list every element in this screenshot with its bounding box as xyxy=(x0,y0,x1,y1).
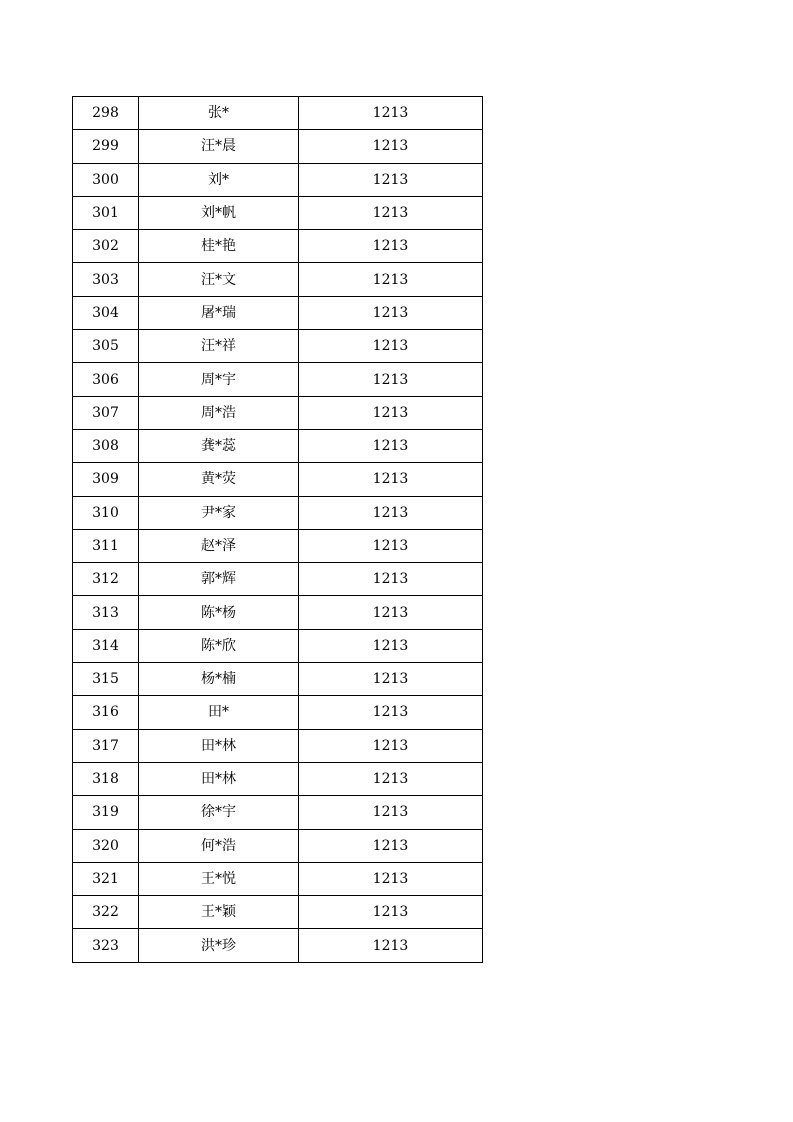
table-row xyxy=(73,529,483,562)
name-cell: 洪*珍 xyxy=(139,929,299,962)
name-cell: 陈*欣 xyxy=(139,629,299,662)
table-row xyxy=(73,196,483,229)
value-cell: 1213 xyxy=(299,463,483,496)
row-number-cell: 317 xyxy=(73,729,139,762)
name-cell: 郭*辉 xyxy=(139,563,299,596)
table-row xyxy=(73,496,483,529)
name-cell: 汪*晨 xyxy=(139,130,299,163)
name-cell: 张* xyxy=(139,97,299,130)
name-cell: 田*林 xyxy=(139,729,299,762)
table-row xyxy=(73,929,483,962)
value-cell: 1213 xyxy=(299,929,483,962)
value-cell: 1213 xyxy=(299,862,483,895)
table-row xyxy=(73,762,483,795)
value-cell: 1213 xyxy=(299,796,483,829)
value-cell: 1213 xyxy=(299,596,483,629)
table-row xyxy=(73,263,483,296)
name-cell: 龚*蕊 xyxy=(139,429,299,462)
name-cell: 王*悦 xyxy=(139,862,299,895)
row-number-cell: 303 xyxy=(73,263,139,296)
row-number-cell: 300 xyxy=(73,163,139,196)
row-number-cell: 309 xyxy=(73,463,139,496)
name-cell: 周*浩 xyxy=(139,396,299,429)
table-row xyxy=(73,230,483,263)
name-cell: 田* xyxy=(139,696,299,729)
row-number-cell: 318 xyxy=(73,762,139,795)
table-row xyxy=(73,796,483,829)
row-number-cell: 301 xyxy=(73,196,139,229)
table-row xyxy=(73,363,483,396)
table-row xyxy=(73,596,483,629)
name-cell: 汪*祥 xyxy=(139,330,299,363)
name-cell: 田*林 xyxy=(139,762,299,795)
value-cell: 1213 xyxy=(299,563,483,596)
value-cell: 1213 xyxy=(299,529,483,562)
value-cell: 1213 xyxy=(299,163,483,196)
name-cell: 屠*瑞 xyxy=(139,296,299,329)
value-cell: 1213 xyxy=(299,230,483,263)
row-number-cell: 305 xyxy=(73,330,139,363)
table-row xyxy=(73,163,483,196)
value-cell: 1213 xyxy=(299,729,483,762)
value-cell: 1213 xyxy=(299,396,483,429)
row-number-cell: 299 xyxy=(73,130,139,163)
row-number-cell: 315 xyxy=(73,663,139,696)
table-row xyxy=(73,696,483,729)
row-number-cell: 306 xyxy=(73,363,139,396)
table-row xyxy=(73,563,483,596)
row-number-cell: 323 xyxy=(73,929,139,962)
value-cell: 1213 xyxy=(299,97,483,130)
row-number-cell: 311 xyxy=(73,529,139,562)
value-cell: 1213 xyxy=(299,762,483,795)
value-cell: 1213 xyxy=(299,296,483,329)
value-cell: 1213 xyxy=(299,696,483,729)
name-cell: 杨*楠 xyxy=(139,663,299,696)
name-cell: 陈*杨 xyxy=(139,596,299,629)
name-cell: 黄*荧 xyxy=(139,463,299,496)
name-cell: 汪*文 xyxy=(139,263,299,296)
table-row xyxy=(73,296,483,329)
row-number-cell: 302 xyxy=(73,230,139,263)
value-cell: 1213 xyxy=(299,196,483,229)
row-number-cell: 313 xyxy=(73,596,139,629)
table-row xyxy=(73,729,483,762)
name-cell: 刘*帆 xyxy=(139,196,299,229)
row-number-cell: 312 xyxy=(73,563,139,596)
name-cell: 何*浩 xyxy=(139,829,299,862)
value-cell: 1213 xyxy=(299,263,483,296)
table-row xyxy=(73,896,483,929)
value-cell: 1213 xyxy=(299,663,483,696)
row-number-cell: 321 xyxy=(73,862,139,895)
name-cell: 周*宇 xyxy=(139,363,299,396)
name-cell: 刘* xyxy=(139,163,299,196)
table-row xyxy=(73,829,483,862)
table-row xyxy=(73,396,483,429)
name-cell: 王*颖 xyxy=(139,896,299,929)
table-row xyxy=(73,97,483,130)
table-row xyxy=(73,463,483,496)
roster-table xyxy=(72,96,483,963)
row-number-cell: 298 xyxy=(73,97,139,130)
row-number-cell: 316 xyxy=(73,696,139,729)
row-number-cell: 322 xyxy=(73,896,139,929)
table-row xyxy=(73,130,483,163)
table-row xyxy=(73,429,483,462)
value-cell: 1213 xyxy=(299,829,483,862)
roster-table-body xyxy=(73,97,483,963)
row-number-cell: 319 xyxy=(73,796,139,829)
row-number-cell: 314 xyxy=(73,629,139,662)
table-row xyxy=(73,862,483,895)
row-number-cell: 307 xyxy=(73,396,139,429)
name-cell: 桂*艳 xyxy=(139,230,299,263)
table-row xyxy=(73,663,483,696)
value-cell: 1213 xyxy=(299,629,483,662)
table-row xyxy=(73,629,483,662)
row-number-cell: 320 xyxy=(73,829,139,862)
value-cell: 1213 xyxy=(299,496,483,529)
row-number-cell: 310 xyxy=(73,496,139,529)
value-cell: 1213 xyxy=(299,130,483,163)
name-cell: 赵*泽 xyxy=(139,529,299,562)
value-cell: 1213 xyxy=(299,330,483,363)
name-cell: 徐*宇 xyxy=(139,796,299,829)
value-cell: 1213 xyxy=(299,896,483,929)
row-number-cell: 304 xyxy=(73,296,139,329)
value-cell: 1213 xyxy=(299,363,483,396)
row-number-cell: 308 xyxy=(73,429,139,462)
value-cell: 1213 xyxy=(299,429,483,462)
table-row xyxy=(73,330,483,363)
name-cell: 尹*家 xyxy=(139,496,299,529)
